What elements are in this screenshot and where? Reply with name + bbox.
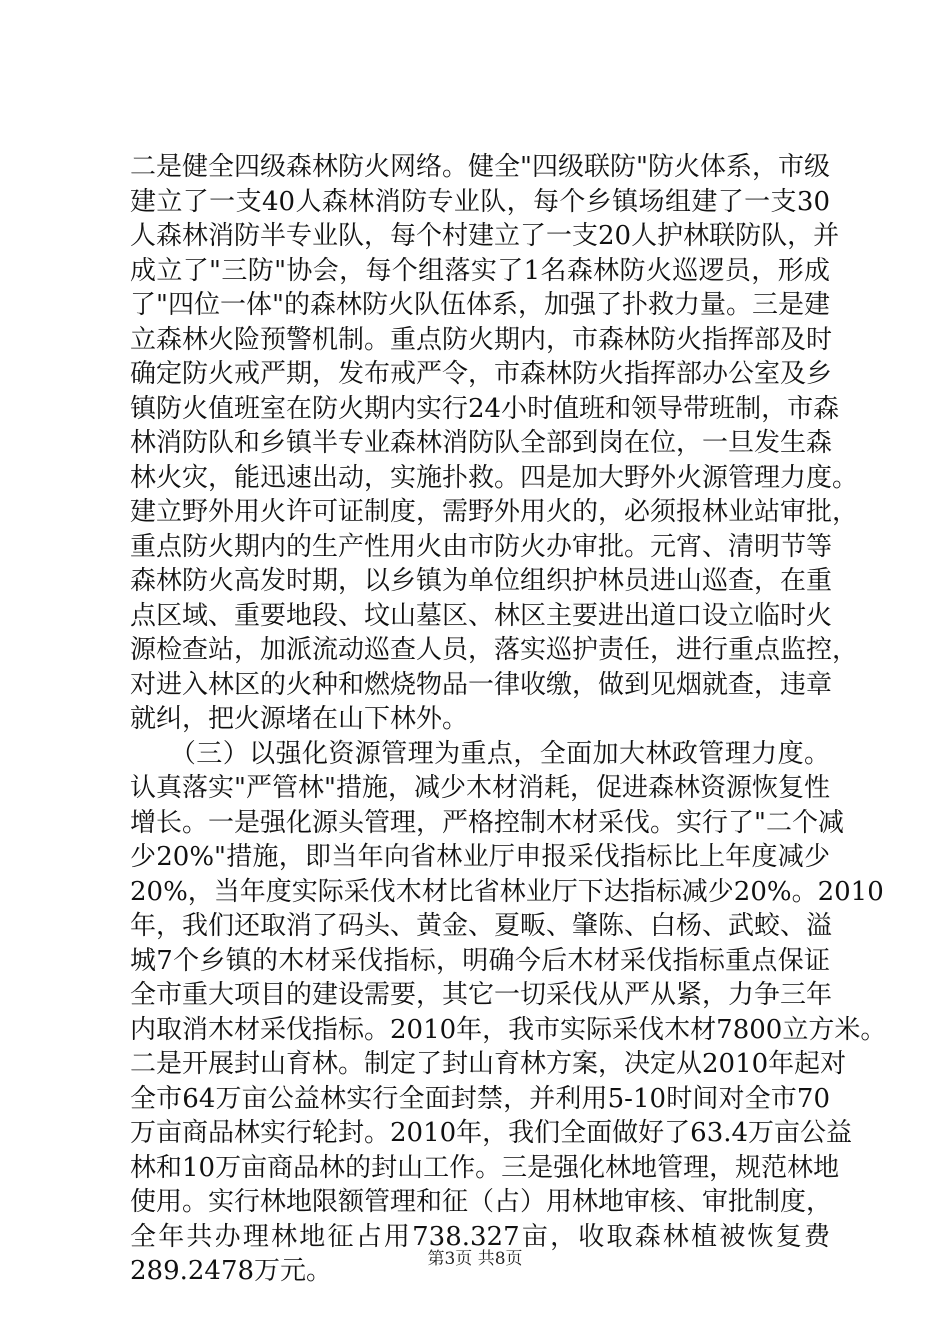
- text-line: 20%，当年度实际采伐木材比省林业厅下达指标减少20%。2010: [130, 876, 884, 907]
- text-line: 林消防队和乡镇半专业森林消防队全部到岗在位，一旦发生森: [130, 428, 833, 458]
- body-text: [130, 150, 887, 1289]
- text-line: 少20%"措施，即当年向省林业厅申报采伐指标比上年度减少: [130, 842, 830, 872]
- text-line: 全市重大项目的建设需要，其它一切采伐从严从紧，力争三年: [130, 980, 833, 1010]
- text-line: 建立野外用火许可证制度，需野外用火的，必须报林业站审批，: [130, 497, 859, 527]
- text-line: 林火灾，能迅速出动，实施扑救。四是加大野外火源管理力度。: [130, 462, 859, 493]
- page-footer: 第3页 共8页: [427, 1249, 523, 1269]
- text-line: 人森林消防半专业队，每个村建立了一支20人护林联防队，并: [130, 221, 840, 251]
- text-line: 内取消木材采伐指标。2010年，我市实际采伐木材7800立方米。: [130, 1014, 887, 1045]
- text-line: 使用。实行林地限额管理和征（占）用林地审核、审批制度，: [130, 1187, 833, 1217]
- text-line: 确定防火戒严期，发布戒严令，市森林防火指挥部办公室及乡: [130, 359, 833, 389]
- text-line: 点区域、重要地段、坟山墓区、林区主要进出道口设立临时火: [130, 600, 833, 631]
- text-line: 年，我们还取消了码头、黄金、夏畈、肇陈、白杨、武蛟、溢: [130, 911, 833, 941]
- text-line: 森林防火高发时期，以乡镇为单位组织护林员进山巡查，在重: [130, 566, 833, 596]
- text-line: 对进入林区的火种和燃烧物品一律收缴，做到见烟就查，违章: [130, 669, 833, 700]
- text-line: 认真落实"严管林"措施，减少木材消耗，促进森林资源恢复性: [130, 773, 830, 803]
- text-line: 就纠，把火源堵在山下林外。: [130, 704, 469, 734]
- text-line: 全市64万亩公益林实行全面封禁，并利用5-10时间对全市70: [130, 1083, 830, 1114]
- text-line: 镇防火值班室在防火期内实行24小时值班和领导带班制，市森: [130, 393, 840, 424]
- text-line: 林和10万亩商品林的封山工作。三是强化林地管理，规范林地: [130, 1152, 840, 1183]
- text-line: 万亩商品林实行轮封。2010年，我们全面做好了63.4万亩公益: [130, 1118, 853, 1148]
- text-line: 重点防火期内的生产性用火由市防火办审批。元宵、清明节等: [130, 531, 833, 562]
- text-line: 增长。一是强化源头管理，严格控制木材采伐。实行了"二个减: [130, 807, 844, 838]
- text-line: 了"四位一体"的森林防火队伍体系，加强了扑救力量。三是建: [130, 290, 830, 320]
- text-line: 城7个乡镇的木材采伐指标，明确今后木材采伐指标重点保证: [130, 945, 830, 976]
- text-line: 289.2478万元。: [130, 1256, 333, 1286]
- text-line: 成立了"三防"协会，每个组落实了1名森林防火巡逻员，形成: [130, 255, 830, 286]
- text-line: 二是开展封山育林。制定了封山育林方案，决定从2010年起对: [130, 1049, 847, 1079]
- text-line: 立森林火险预警机制。重点防火期内，市森林防火指挥部及时: [130, 324, 833, 355]
- text-line: 源检查站，加派流动巡查人员，落实巡护责任，进行重点监控，: [130, 635, 859, 665]
- text-line: （三）以强化资源管理为重点，全面加大林政管理力度。: [130, 738, 830, 769]
- text-line: 全年共办理林地征占用738.327亩，收取森林植被恢复费: [130, 1221, 830, 1252]
- text-line: 建立了一支40人森林消防专业队，每个乡镇场组建了一支30: [130, 186, 830, 217]
- text-line: 二是健全四级森林防火网络。健全"四级联防"防火体系，市级: [130, 152, 830, 182]
